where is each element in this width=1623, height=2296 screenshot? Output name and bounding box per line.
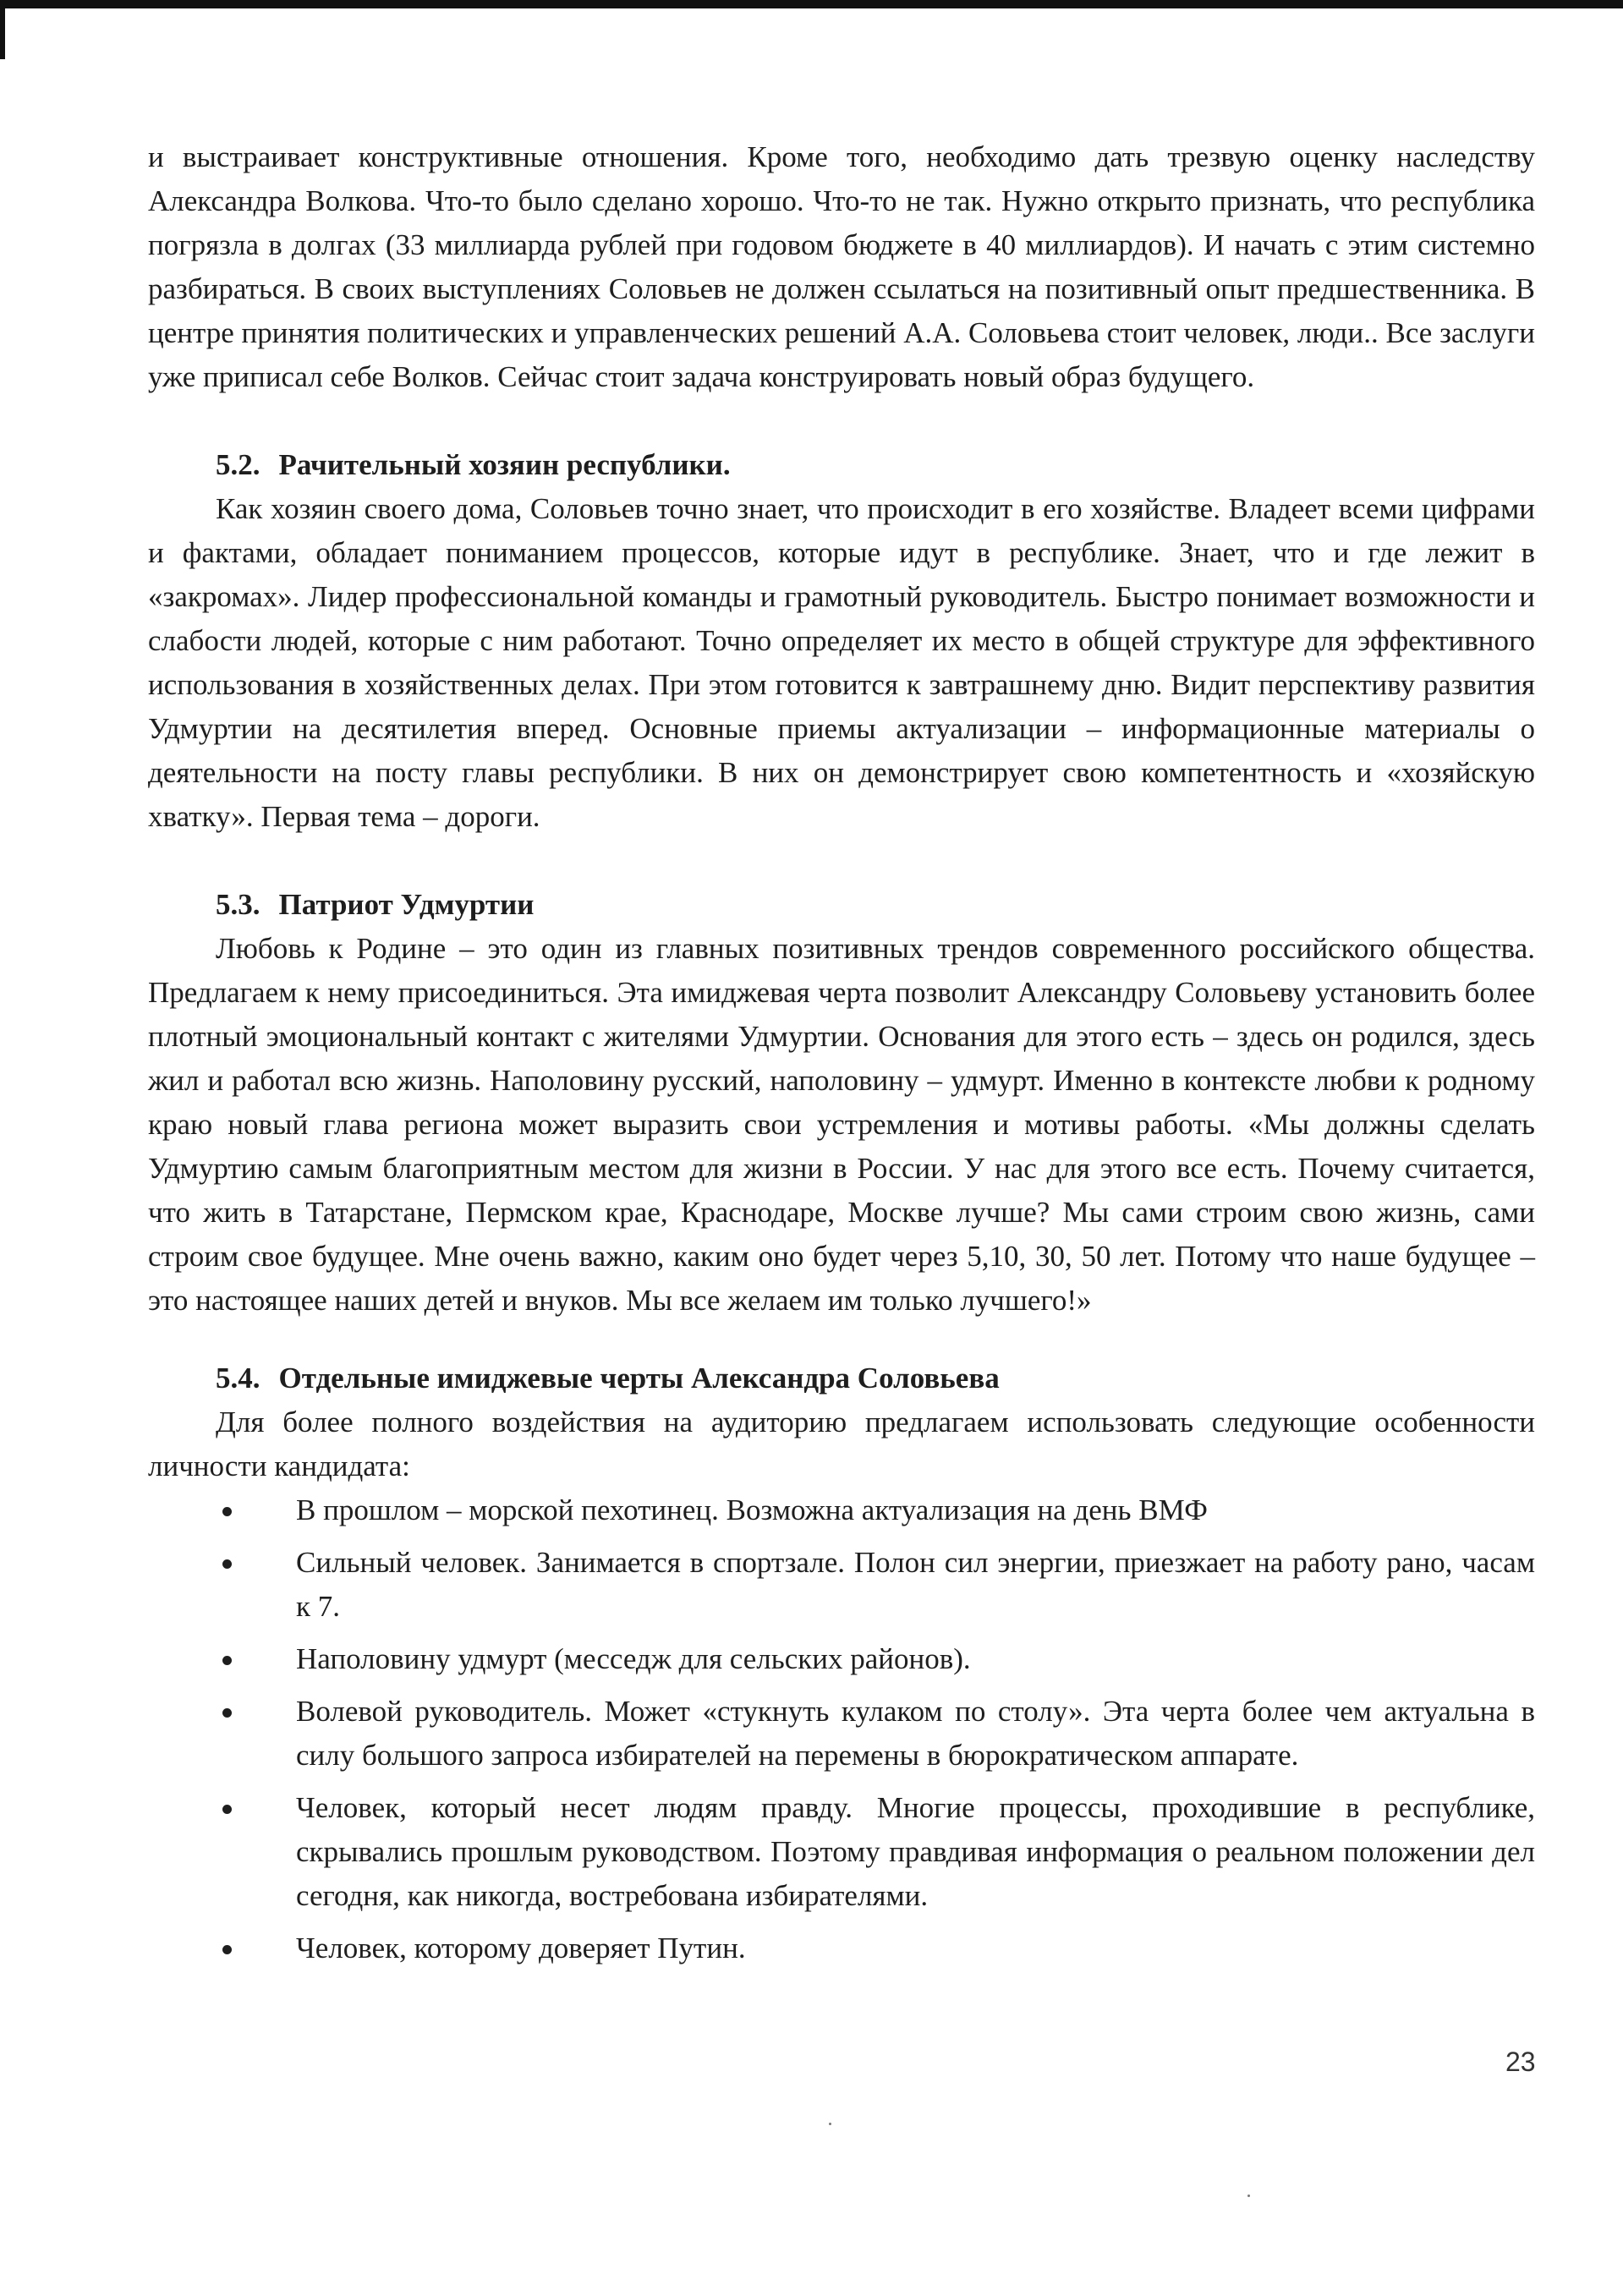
list-item (148, 1690, 1535, 1778)
traits-list (148, 1488, 1535, 1970)
section-title: Патриот Удмуртии (278, 888, 535, 921)
scan-speck (1247, 2195, 1250, 2197)
spacer (148, 839, 1535, 883)
document-page (148, 135, 1535, 1979)
bullet-icon (222, 1559, 232, 1569)
bullet-icon (222, 1656, 232, 1665)
intro-paragraph: и выстраивает конструктивные отношения. Кроме того, необходимо дать трезвую оценку наследству Александра Волкова. Что-то было сделано хорошо. Что-то не так. Нужно открыто признать, что республика погрязла в долгах (33 миллиарда рублей при годовом бюджете в 40 миллиардов). И начать с этим системно разбираться. В своих выступлениях Соловьев не должен ссылаться на позитивный опыт предшественника. В центре принятия политических и управленческих решений А.А. Соловьева стоит человек, люди.. Все заслуги уже приписал себе Волков. Сейчас стоит задача конструировать новый образ будущего. (148, 140, 1536, 393)
section-title: Рачительный хозяин республики. (278, 448, 731, 481)
bullet-icon (222, 1507, 232, 1516)
section-5-2-heading (148, 443, 1535, 487)
list-item-text: Волевой руководитель. Может «стукнуть кулаком по столу». Эта черта более чем актуальна в силу большого запроса избирателей на перемены в бюрократическом аппарате. (296, 1695, 1535, 1772)
bullet-icon (222, 1805, 232, 1814)
section-5-2-paragraph: Как хозяин своего дома, Соловьев точно знает, что происходит в его хозяйстве. Владеет всеми цифрами и фактами, обладает пониманием процессов, которые идут в республике. Знает, что и где лежит в «закромах». Лидер профессиональной команды и грамотный руководитель. Быстро понимает возможности и слабости людей, которые с ним работают. Точно определяет их место в общей структуре для эффективного использования в хозяйственных делах. При этом готовится к завтрашнему дню. Видит перспективу развития Удмуртии на десятилетия вперед. Основные приемы актуализации – информационные материалы о деятельности на посту главы республики. В них он демонстрирует свою компетентность и «хозяйскую хватку». Первая тема – дороги. (148, 492, 1535, 833)
spacer (148, 1323, 1535, 1356)
list-item-text: В прошлом – морской пехотинец. Возможна актуализация на день ВМФ (296, 1493, 1208, 1526)
list-item (148, 1488, 1535, 1532)
section-5-4-paragraph: Для более полного воздействия на аудиторию предлагаем использовать следующие особенности личности кандидата: (148, 1406, 1535, 1482)
section-number: 5.3. (216, 888, 260, 921)
spacer (148, 399, 1535, 443)
page-number: 23 (1505, 2047, 1536, 2077)
bullet-icon (222, 1708, 232, 1718)
list-item (148, 1926, 1535, 1970)
list-item (148, 1786, 1535, 1918)
scan-left-edge (0, 0, 5, 59)
section-number: 5.4. (216, 1362, 260, 1395)
section-title: Отдельные имиджевые черты Александра Соловьева (278, 1362, 1000, 1395)
section-number: 5.2. (216, 448, 260, 481)
list-item-text: Человек, которому доверяет Путин. (296, 1932, 746, 1964)
list-item-text: Наполовину удмурт (месседж для сельских районов). (296, 1642, 971, 1675)
list-item-text: Сильный человек. Занимается в спортзале. Полон сил энергии, приезжает на работу рано, часам к 7. (296, 1546, 1535, 1623)
section-5-3-heading (148, 883, 1535, 927)
scan-speck (829, 2123, 831, 2125)
scan-top-edge (0, 0, 1623, 8)
list-item (148, 1637, 1535, 1681)
section-5-4-heading (148, 1356, 1535, 1400)
section-5-3-paragraph: Любовь к Родине – это один из главных позитивных трендов современного российского общества. Предлагаем к нему присоединиться. Эта имиджевая черта позволит Александру Соловьеву установить более плотный эмоциональный контакт с жителями Удмуртии. Основания для этого есть – здесь он родился, здесь жил и работал всю жизнь. Наполовину русский, наполовину – удмурт. Именно в контексте любви к родному краю новый глава региона может выразить свои устремления и мотивы работы. «Мы должны сделать Удмуртию самым благоприятным местом для жизни в России. У нас для этого все есть. Почему считается, что жить в Татарстане, Пермском крае, Краснодаре, Москве лучше? Мы сами строим свою жизнь, сами строим свое будущее. Мне очень важно, каким оно будет через 5,10, 30, 50 лет. Потому что наше будущее – это настоящее наших детей и внуков. Мы все желаем им только лучшего!» (148, 932, 1535, 1317)
bullet-icon (222, 1945, 232, 1954)
list-item (148, 1541, 1535, 1629)
list-item-text: Человек, который несет людям правду. Многие процессы, проходившие в республике, скрывались прошлым руководством. Поэтому правдивая информация о реальном положении дел сегодня, как никогда, востребована избирателями. (296, 1791, 1535, 1912)
